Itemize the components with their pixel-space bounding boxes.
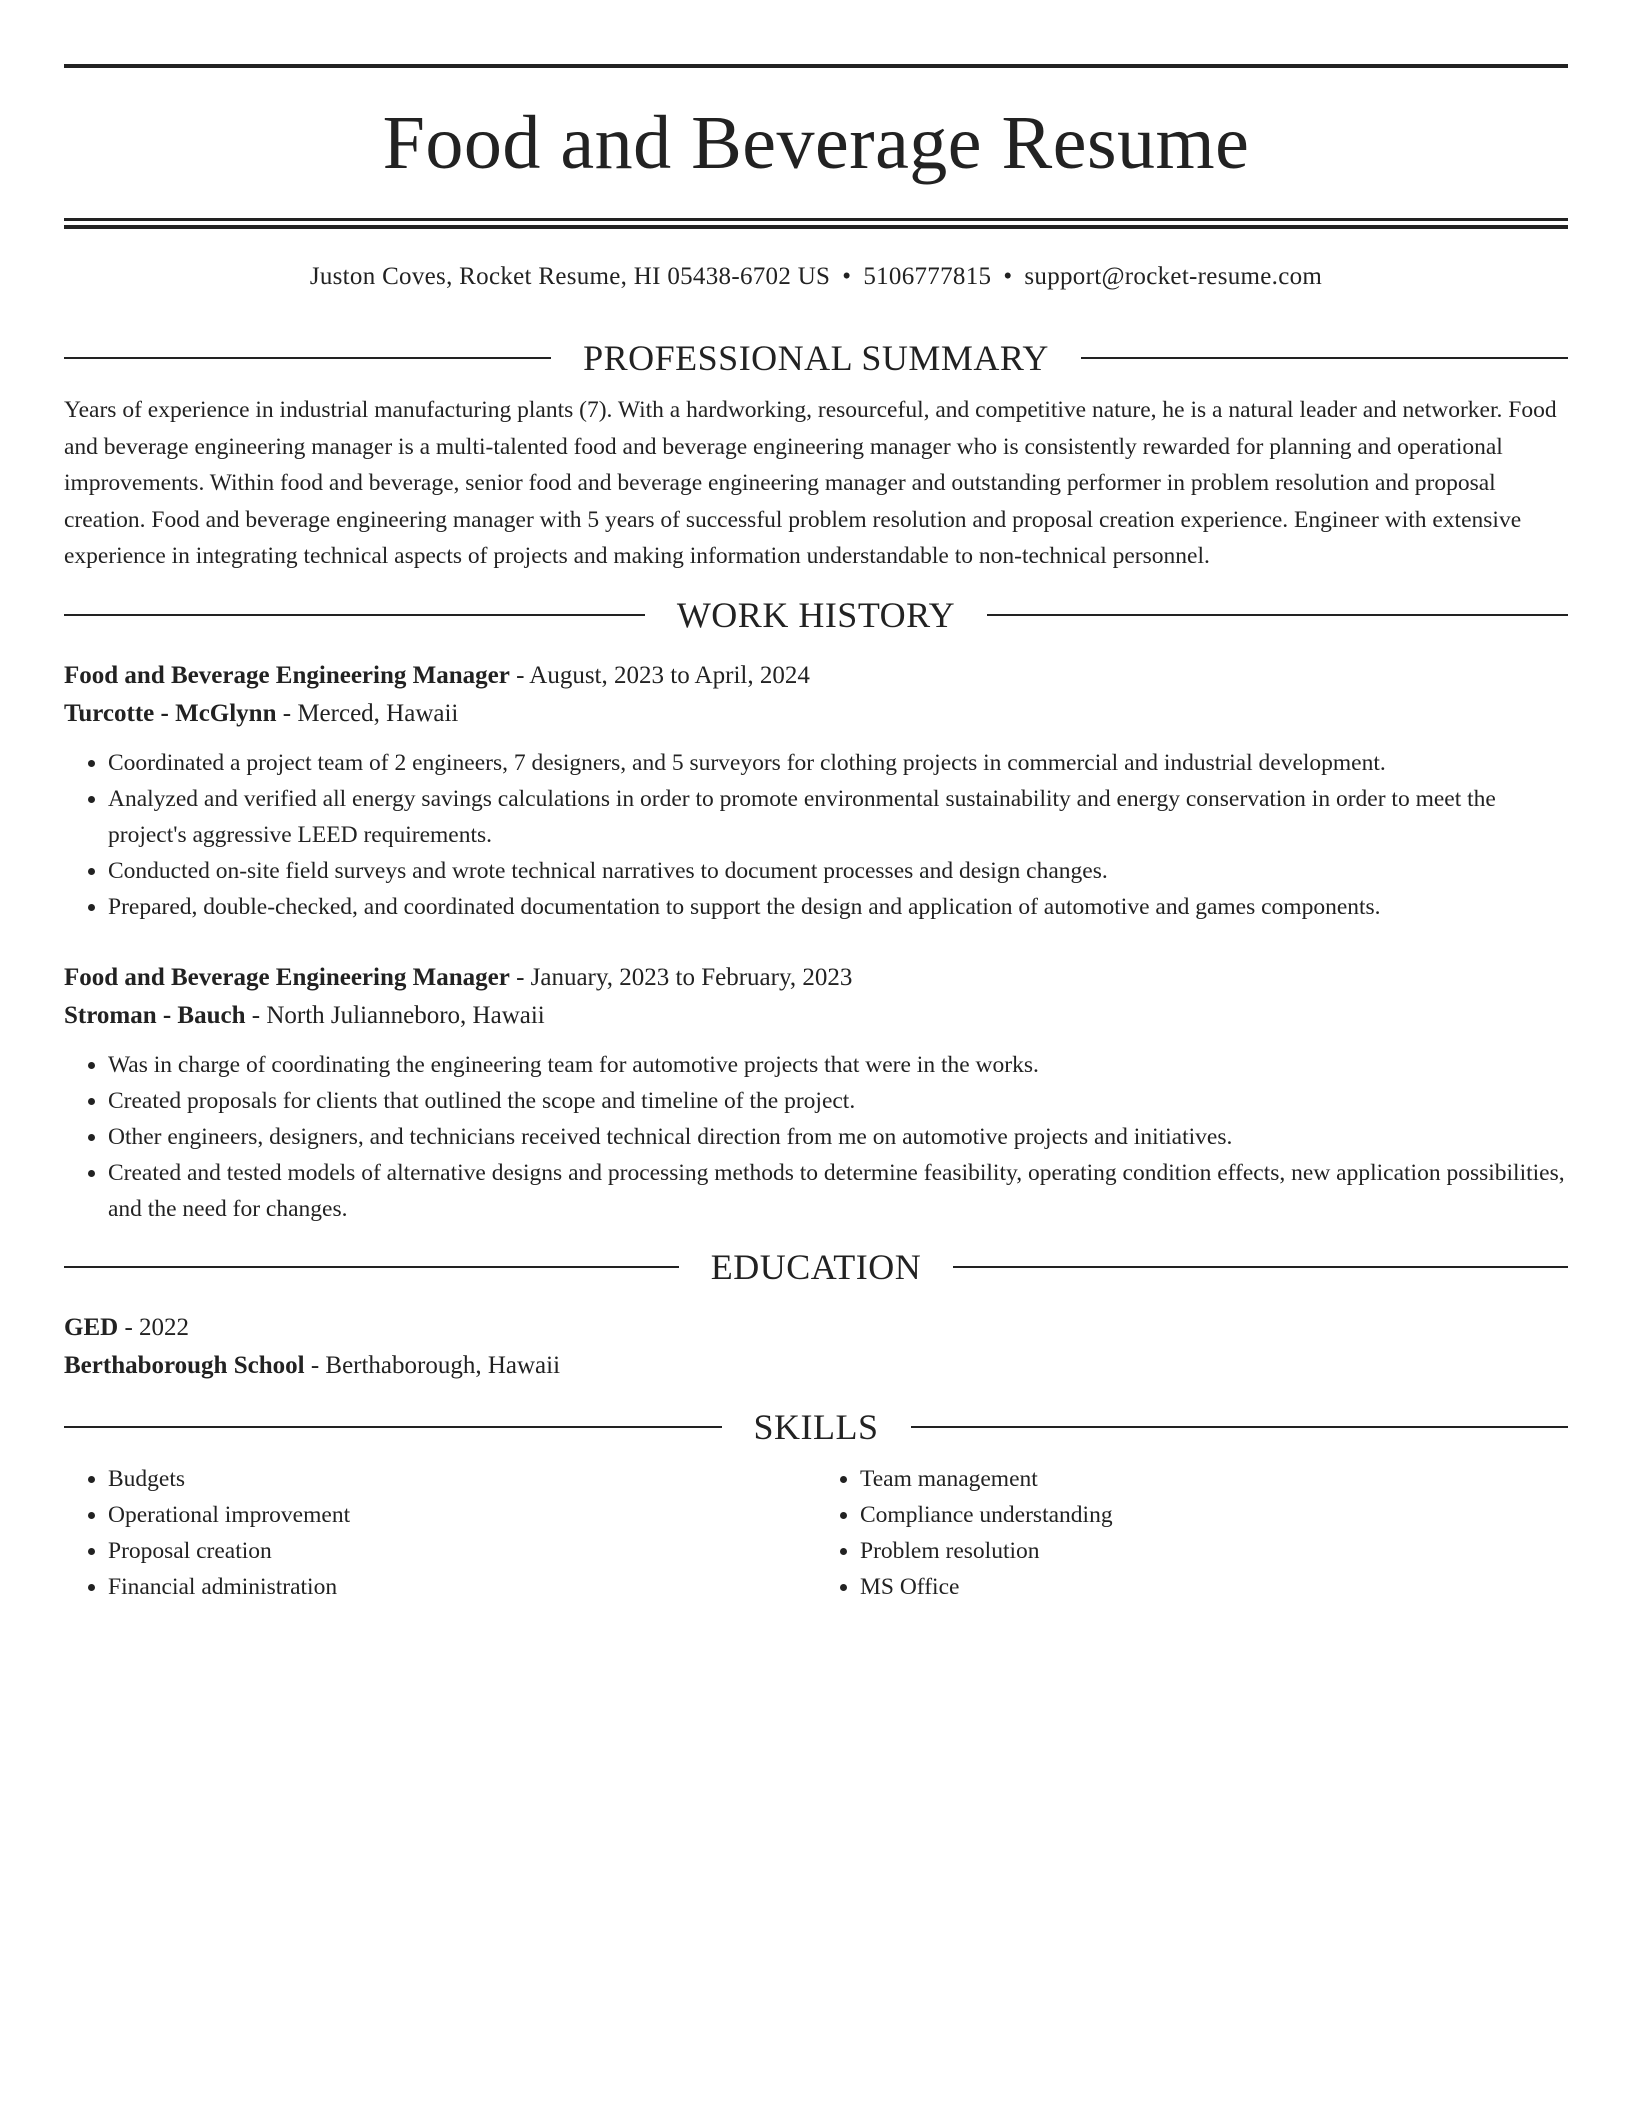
job-bullet: • Created proposals for clients that outlined the scope and timeline of the project.	[108, 1083, 1568, 1119]
heading-rule-right	[1081, 357, 1568, 359]
job-dates: August, 2023 to April, 2024	[529, 661, 810, 689]
dash: -	[509, 661, 530, 689]
job-company: Turcotte - McGlynn	[64, 699, 277, 727]
job-bullet: • Conducted on-site field surveys and wrote technical narratives to document processes and design changes.	[108, 853, 1568, 889]
education-degree: GED	[64, 1313, 119, 1341]
section-title-work: WORK HISTORY	[676, 594, 956, 635]
contact-separator: •	[1003, 263, 1013, 290]
contact-phone: 5106777815	[863, 263, 992, 290]
education-degree-line	[64, 1309, 1568, 1347]
job-company: Stroman - Bauch	[64, 1001, 246, 1029]
education-school: Berthaborough School	[64, 1351, 305, 1379]
contact-email: support@rocket-resume.com	[1024, 263, 1323, 290]
job-bullet: • Analyzed and verified all energy savings calculations in order to promote environmental sustainability and energy conservation in order to meet the project's aggressive LEED requirements.	[108, 781, 1568, 853]
resume-title: Food and Beverage Resume	[382, 101, 1250, 185]
heading-rule-right	[911, 1426, 1569, 1428]
skill-item: • Proposal creation	[108, 1533, 816, 1569]
education-entry	[64, 1309, 1568, 1385]
skill-item: • MS Office	[860, 1569, 1568, 1605]
skill-item: • Compliance understanding	[860, 1497, 1568, 1533]
section-heading-work	[64, 593, 1568, 637]
job-bullets	[64, 1047, 1568, 1227]
job-location: North Julianneboro, Hawaii	[266, 1001, 545, 1029]
job-title: Food and Beverage Engineering Manager	[64, 661, 510, 689]
job-title-line	[64, 959, 1568, 997]
skills-list-left	[64, 1461, 816, 1605]
section-title-skills: SKILLS	[753, 1406, 879, 1447]
heading-rule-left	[64, 357, 551, 359]
education-year: 2022	[139, 1313, 190, 1341]
job-bullet: • Other engineers, designers, and technicians received technical direction from me on automotive projects and initiatives.	[108, 1119, 1568, 1155]
contact-address: Juston Coves, Rocket Resume, HI 05438-6702 US	[309, 263, 831, 290]
job-location: Merced, Hawaii	[297, 699, 459, 727]
job-bullet: • Created and tested models of alternative designs and processing methods to determine feasibility, operating condition effects, new application possibilities, and the need for changes.	[108, 1155, 1568, 1227]
job-dates: January, 2023 to February, 2023	[530, 963, 853, 991]
skill-item: • Team management	[860, 1461, 1568, 1497]
job-company-line	[64, 695, 1568, 733]
skill-item: • Problem resolution	[860, 1533, 1568, 1569]
skill-item: • Financial administration	[108, 1569, 816, 1605]
section-title-summary: PROFESSIONAL SUMMARY	[583, 338, 1049, 378]
education-location: Berthaborough, Hawaii	[325, 1351, 561, 1379]
top-rule	[64, 64, 1568, 68]
job-company-line	[64, 997, 1568, 1035]
title-double-rule	[64, 218, 1568, 229]
job-title: Food and Beverage Engineering Manager	[64, 963, 510, 991]
heading-rule-left	[64, 1266, 679, 1268]
job-bullets	[64, 745, 1568, 925]
contact-line	[64, 262, 1568, 292]
contact-separator: •	[842, 263, 852, 290]
skill-item: • Budgets	[108, 1461, 816, 1497]
job-entry	[64, 959, 1568, 1227]
job-title-line	[64, 657, 1568, 695]
section-heading-education	[64, 1245, 1568, 1289]
skill-item: • Operational improvement	[108, 1497, 816, 1533]
dash: -	[304, 1351, 326, 1379]
section-title-education: EDUCATION	[710, 1246, 922, 1287]
heading-rule-right	[987, 614, 1568, 616]
job-bullet: • Coordinated a project team of 2 engineers, 7 designers, and 5 surveyors for clothing projects in commercial and industrial development.	[108, 745, 1568, 781]
skills-columns	[64, 1461, 1568, 1605]
section-heading-skills	[64, 1405, 1568, 1449]
skills-list-right	[816, 1461, 1568, 1605]
dash: -	[245, 1001, 267, 1029]
dash: -	[276, 699, 298, 727]
job-bullet: • Was in charge of coordinating the engineering team for automotive projects that were in the works.	[108, 1047, 1568, 1083]
education-school-line	[64, 1347, 1568, 1385]
job-bullet: • Prepared, double-checked, and coordinated documentation to support the design and application of automotive and games components.	[108, 889, 1568, 925]
heading-rule-right	[953, 1266, 1568, 1268]
summary-text: Years of experience in industrial manufacturing plants (7). With a hardworking, resourceful, and competitive nature, he is a natural leader and networker. Food and beverage engineering manager is a multi-talented food and beverage engineering manager who is consistently rewarded for planning and operational improvements. Within food and beverage, senior food and beverage engineering manager and outstanding performer in problem resolution and proposal creation. Food and beverage engineering manager with 5 years of successful problem resolution and proposal creation experience. Engineer with extensive experience in integrating technical aspects of projects and making information understandable to non-technical personnel.	[64, 397, 1557, 569]
section-heading-summary	[64, 336, 1568, 380]
heading-rule-left	[64, 614, 645, 616]
heading-rule-left	[64, 1426, 722, 1428]
dash: -	[509, 963, 531, 991]
job-entry	[64, 657, 1568, 925]
dash: -	[118, 1313, 140, 1341]
